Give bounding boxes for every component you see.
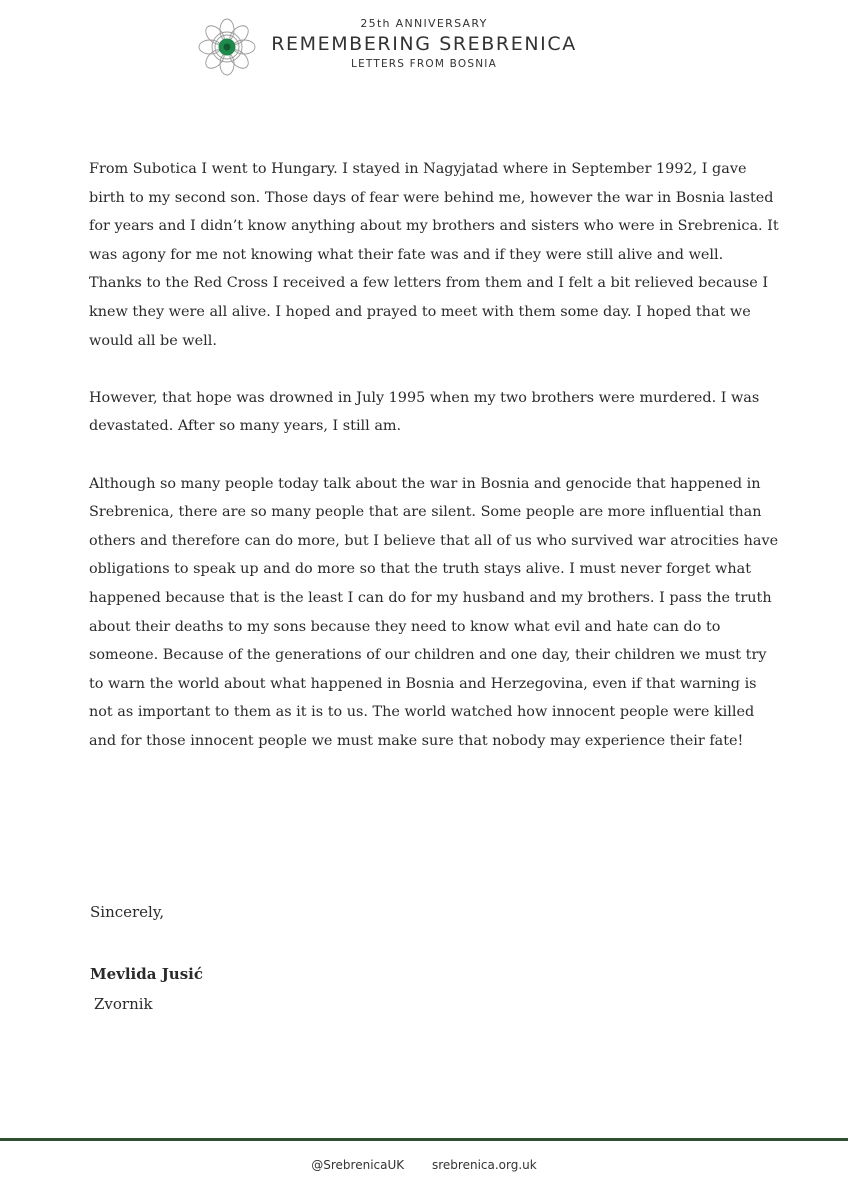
header-title: REMEMBERING SREBRENICA (271, 33, 577, 55)
letter-paragraph-2: However, that hope was drowned in July 1995 when my two brothers were murdered. I was devastated. After so many years, I still am. (89, 389, 760, 435)
letter-paragraph-3: Although so many people today talk about the war in Bosnia and genocide that happened in Srebrenica, there are so many people that are silent. Some people are more influential than others and therefore can do more, but I believe that all of us who survived war atrocities have obligations to speak up and do more so that the truth stays alive. I must never forget what happened because that is the least I can do for my husband and my brothers. I pass the truth about their deaths to my sons because they need to know what evil and hate can do to someone. Because of the generations of our children and one day, their children we must try to warn the world about what happened in Bosnia and Herzegovina, even if that warning is not as important to them as it is to us. The world watched how innocent people were killed and for those innocent people we must make sure that nobody may experience their fate! (89, 475, 779, 749)
website-link[interactable]: srebrenica.org.uk (431, 1158, 537, 1172)
signer-name: Mevlida Jusić (90, 965, 203, 983)
anniversary-label: 25th ANNIVERSARY (360, 17, 488, 30)
footer (0, 1158, 848, 1172)
twitter-handle-link[interactable]: @SrebrenicaUK (311, 1158, 405, 1172)
footer-divider (0, 1138, 848, 1141)
srebrenica-flower-icon (196, 16, 258, 78)
header-subtitle: LETTERS FROM BOSNIA (351, 58, 497, 70)
letter-closing: Sincerely, (90, 903, 165, 921)
letter-paragraph-1: From Subotica I went to Hungary. I stayed in Nagyjatad where in September 1992, I gave birth to my second son. Those days of fear were behind me, however the war in Bosnia lasted for years and I didn’t know anything about my brothers and sisters who were in Srebrenica. It was agony for me not knowing what their fate was and if they were still alive and well. Thanks to the Red Cross I received a few letters from them and I felt a bit relieved because I knew they were all alive. I hoped and prayed to meet with them some day. I hoped that we would all be well. (89, 161, 779, 349)
signer-place: Zvornik (94, 995, 153, 1013)
letterhead (0, 14, 848, 78)
letter-body (89, 155, 779, 784)
